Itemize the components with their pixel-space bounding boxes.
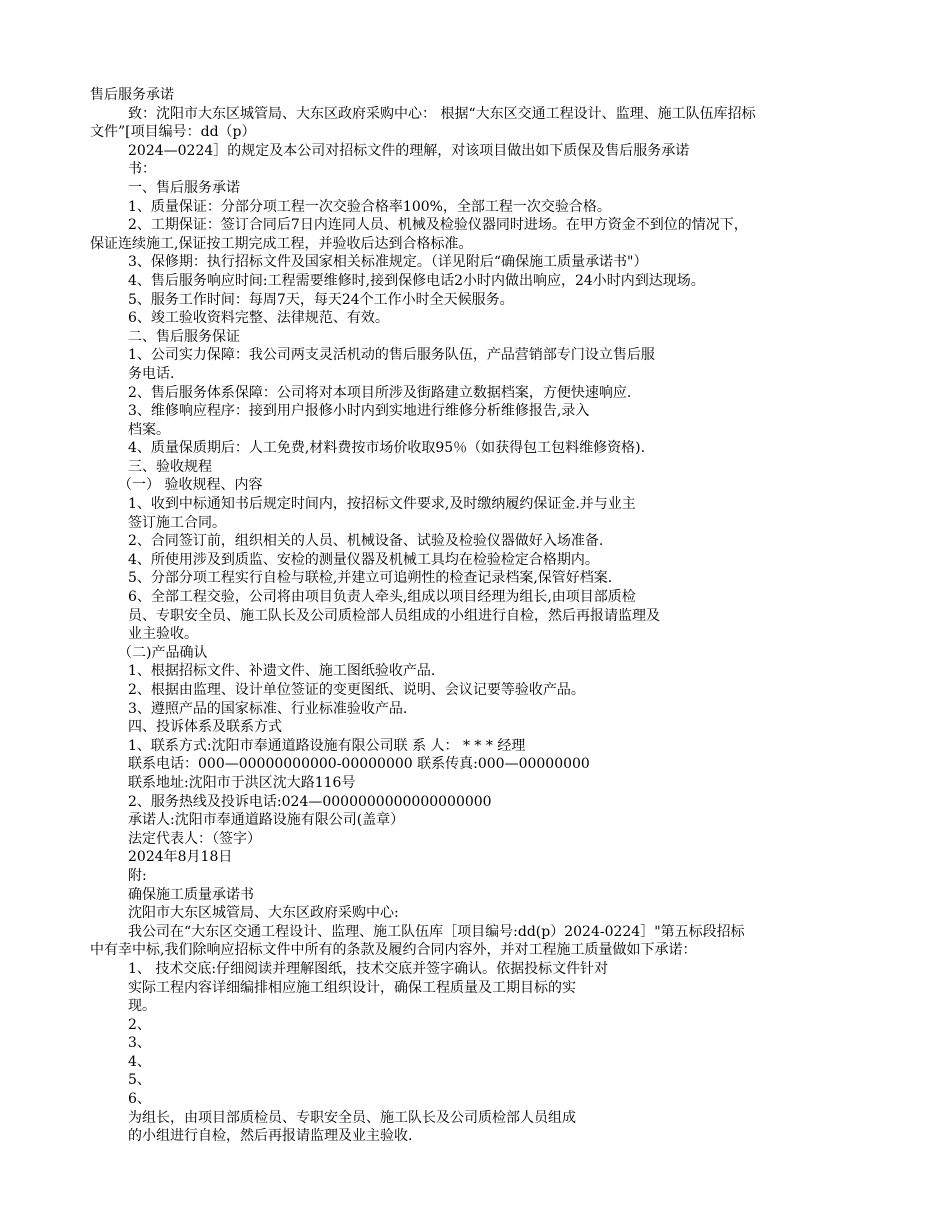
text-line: 书： [128,161,156,178]
text-line: 4、 [128,1053,151,1070]
text-line: 4、售后服务响应时间:工程需要维修时,接到保修电话2小时内做出响应，24小时内到达现场。 [128,272,705,289]
text-line: 2、工期保证：签订合同后7日内连同人员、机械及检验仪器同时进场。在甲方资金不到位的情况下， [128,217,748,234]
text-line: 2024年8月18日 [128,849,233,866]
text-line: 为组长，由项目部质检员、专职安全员、施工队长及公司质检部人员组成 [128,1109,576,1126]
text-line: 5、 [128,1072,151,1089]
text-line: 2、服务热线及投诉电话:024—0000000000000000000 [128,793,492,810]
text-line: 联系电话：000—00000000000-00000000 联系传真:000—00000000 [128,756,590,773]
text-line: 一、售后服务承诺 [128,179,240,196]
text-line: （一） 验收规程、内容 [118,477,263,494]
text-line: 现。 [128,998,156,1015]
text-line: 三、验收规程 [128,458,212,475]
text-line: 中有幸中标,我们除响应招标文件中所有的条款及履约合同内容外，并对工程施工质量做如下承诺： [90,942,697,959]
text-line: 的小组进行自检，然后再报请监理及业主验收. [128,1128,413,1145]
text-line: 法定代表人：（签字） [128,830,261,847]
text-line: 售后服务承诺 [90,87,174,103]
text-line: 3、保修期：执行招标文件及国家相关标准规定。（详见附后“确保施工质量承诺书"） [128,254,648,271]
text-line: 2、售后服务体系保障：公司将对本项目所涉及街路建立数据档案，方便快速响应. [128,384,632,401]
text-line: 联系地址:沈阳市于洪区沈大路116号 [128,774,356,791]
text-line: 业主验收。 [128,626,198,643]
text-line: 5、分部分项工程实行自检与联检,并建立可追朔性的检查记录档案,保管好档案. [128,570,613,587]
text-line: 4、质量保质期后：人工免费,材料费按市场价收取95％（如获得包工包料维修资格). [128,440,646,457]
text-line: 保证连续施工,保证按工期完成工程，并验收后达到合格标准。 [90,235,473,252]
text-line: 确保施工质量承诺书 [128,886,254,903]
text-line: 承诺人:沈阳市奉通道路设施有限公司(盖章） [128,812,405,829]
text-line: 四、投诉体系及联系方式 [128,719,282,736]
text-line: 致：沈阳市大东区城管局、大东区政府采购中心： 根据“大东区交通工程设计、监理、施工队伍库招标 [128,105,756,122]
text-line: 档案。 [128,421,170,438]
text-line: 务电话. [128,365,175,382]
text-line: 1、根据招标文件、补遗文件、施工图纸验收产品. [128,663,436,680]
text-line: 6、竣工验收资料完整、法律规范、有效。 [128,310,389,327]
text-line: 我公司在“大东区交通工程设计、监理、施工队伍库［项目编号:dd(p）2024-0224］"第五标段招标 [128,923,745,940]
text-line: 1、公司实力保障：我公司两支灵活机动的售后服务队伍，产品营销部专门设立售后服 [128,347,655,364]
text-line: 2、 [128,1016,151,1033]
text-line: 实际工程内容详细编排相应施工组织设计，确保工程质量及工期目标的实 [128,979,576,996]
text-line: 4、所使用涉及到质监、安检的测量仪器及机械工具均在检验检定合格期内。 [128,551,599,568]
text-line: 二、售后服务保证 [128,328,240,345]
text-line: 3、遵照产品的国家标准、行业标准验收产品. [128,700,408,717]
text-line: 2、根据由监理、设计单位签证的变更图纸、说明、会议记要等验收产品。 [128,682,585,698]
text-line: 文件”[项目编号：dd（p） [90,124,256,141]
text-line: 6、 [128,1091,151,1108]
text-line: 附: [128,867,147,884]
text-line: 1、收到中标通知书后规定时间内，按招标文件要求,及时缴纳履约保证金.并与业主 [128,496,636,513]
text-line: 1、 技术交底:仔细阅读并理解图纸，技术交底并签字确认。依据投标文件针对 [128,960,609,977]
text-line: 签订施工合同。 [128,514,226,531]
document-body [90,86,860,1146]
text-line: 3、 [128,1035,151,1052]
text-line: 2、合同签订前，组织相关的人员、机械设备、试验及检验仪器做好入场准备. [128,533,604,550]
text-line: （二)产品确认 [118,644,208,661]
text-line: 1、联系方式:沈阳市奉通道路设施有限公司联 系 人： * * * 经理 [128,737,526,754]
text-line: 1、质量保证：分部分项工程一次交验合格率100%，全部工程一次交验合格。 [128,198,611,215]
text-line: 3、维修响应程序：接到用户报修小时内到实地进行维修分析维修报告,录入 [128,403,590,420]
text-line: 沈阳市大东区城管局、大东区政府采购中心: [128,905,399,922]
text-line: 5、服务工作时间：每周7天，每天24个工作小时全天候服务。 [128,291,514,308]
text-line: 员、专职安全员、施工队长及公司质检部人员组成的小组进行自检，然后再报请监理及 [128,607,660,624]
text-line: 6、全部工程交验，公司将由项目负责人牵头,组成以项目经理为组长,由项目部质检 [128,589,636,606]
text-line: 2024—0224］的规定及本公司对招标文件的理解，对该项目做出如下质保及售后服务承诺 [128,142,690,159]
